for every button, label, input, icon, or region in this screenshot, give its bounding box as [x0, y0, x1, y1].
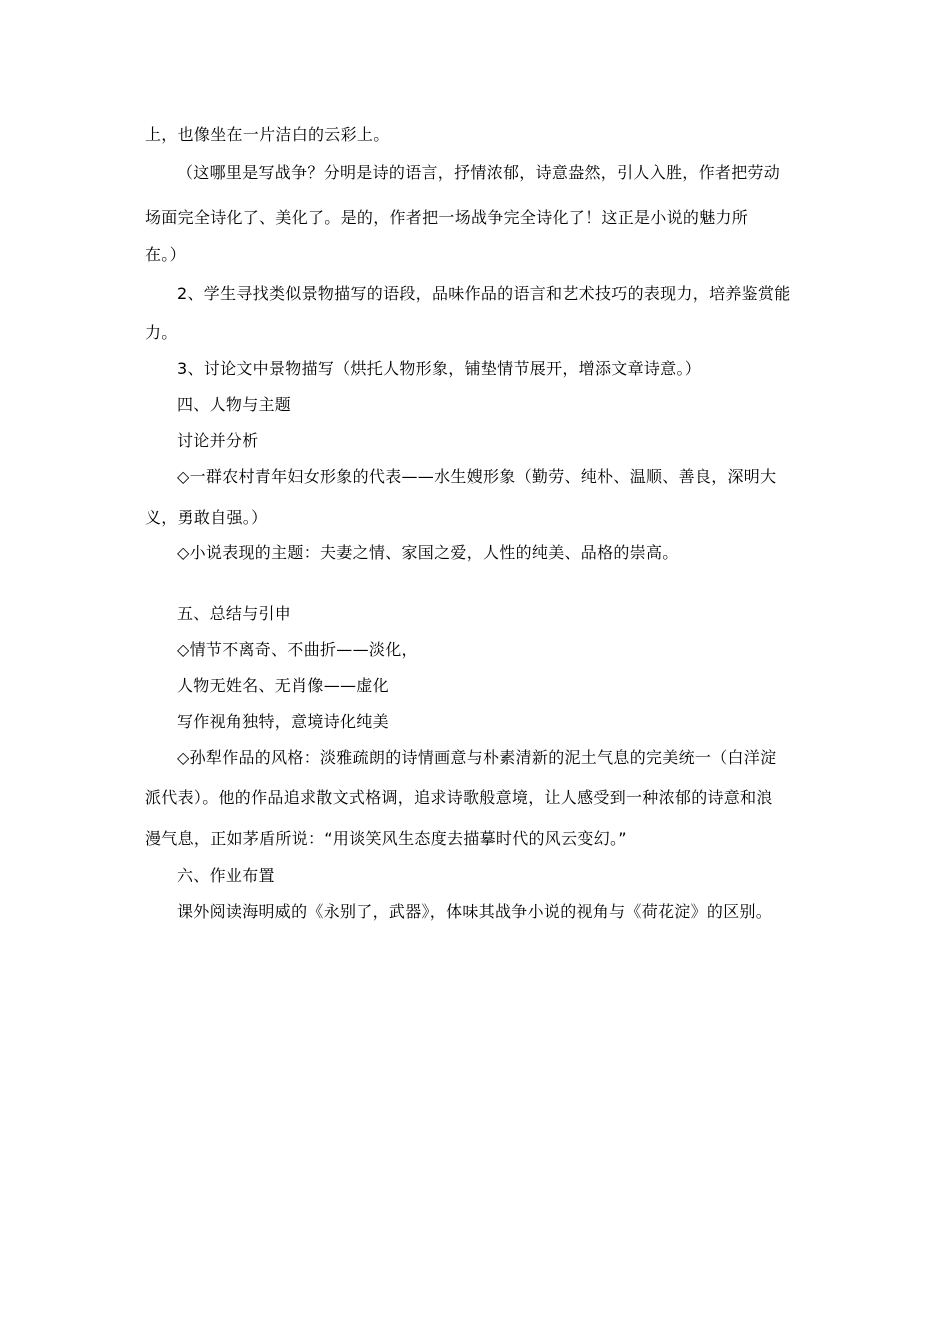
section-heading: 五、总结与引申 — [177, 604, 292, 623]
paragraph-line: ◇情节不离奇、不曲折——淡化， — [177, 640, 418, 659]
paragraph-line: 在。） — [145, 245, 186, 264]
paragraph-line: （这哪里是写战争？分明是诗的语言，抒情浓郁，诗意盎然，引人入胜，作者把劳动 — [177, 163, 781, 182]
paragraph-line: ◇孙犁作品的风格：淡雅疏朗的诗情画意与朴素清新的泥土气息的完美统一（白洋淀 — [177, 748, 777, 767]
paragraph-line: 人物无姓名、无肖像——虚化 — [177, 676, 389, 695]
paragraph-line: 课外阅读海明威的《永别了，武器》，体味其战争小说的视角与《荷花淀》的区别。 — [177, 902, 773, 921]
paragraph-line: ◇一群农村青年妇女形象的代表——水生嫂形象（勤劳、纯朴、温顺、善良，深明大 — [177, 467, 777, 486]
paragraph-line: 2、学生寻找类似景物描写的语段，品味作品的语言和艺术技巧的表现力，培养鉴赏能 — [177, 284, 791, 303]
paragraph-line: 写作视角独特，意境诗化纯美 — [177, 712, 389, 731]
paragraph-line: 漫气息，正如茅盾所说：“用谈笑风生态度去描摹时代的风云变幻。” — [145, 829, 627, 848]
paragraph-line: 3、讨论文中景物描写（烘托人物形象，铺垫情节展开，增添文章诗意。） — [177, 359, 702, 378]
section-heading: 四、人物与主题 — [177, 395, 292, 414]
paragraph-line: 义，勇敢自强。） — [145, 508, 268, 527]
paragraph-line: 讨论并分析 — [177, 431, 259, 450]
paragraph-line: ◇小说表现的主题：夫妻之情、家国之爱，人性的纯美、品格的崇高。 — [177, 543, 679, 562]
paragraph-line: 上，也像坐在一片洁白的云彩上。 — [145, 125, 390, 144]
paragraph-line: 派代表）。他的作品追求散文式格调，追求诗歌般意境，让人感受到一种浓郁的诗意和浪 — [145, 788, 773, 807]
section-heading: 六、作业布置 — [177, 866, 275, 885]
paragraph-line: 力。 — [145, 323, 178, 342]
paragraph-line: 场面完全诗化了、美化了。是的，作者把一场战争完全诗化了！这正是小说的魅力所 — [145, 208, 749, 227]
